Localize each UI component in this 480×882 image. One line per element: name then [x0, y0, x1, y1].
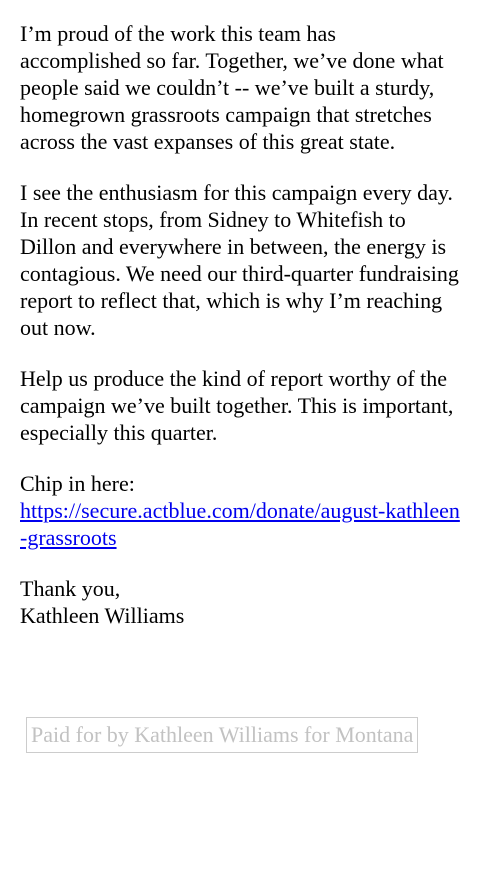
donate-link[interactable]: https://secure.actblue.com/donate/august-kathleen-grassroots — [20, 498, 460, 550]
paragraph-1: I’m proud of the work this team has accomplished so far. Together, we’ve done what people said we couldn’t -- we’ve built a sturdy, homegrown grassroots campaign that stretches across the vast expanses of this great state. — [20, 21, 444, 154]
chip-in-label: Chip in here: — [20, 471, 135, 496]
chip-in-block — [20, 470, 460, 551]
paragraph-3: Help us produce the kind of report worthy of the campaign we’ve built together. This is important, especially this quarter. — [20, 366, 454, 445]
footer — [26, 717, 418, 753]
signoff-block — [20, 575, 460, 629]
signoff: Thank you, — [20, 576, 121, 601]
signature: Kathleen Williams — [20, 603, 185, 628]
paragraph-2: I see the enthusiasm for this campaign every day. In recent stops, from Sidney to Whitefish to Dillon and everywhere in between, the energy is contagious. We need our third-quarter fundraising report to reflect that, which is why I’m reaching out now. — [20, 180, 459, 340]
paid-for-disclaimer: Paid for by Kathleen Williams for Montana — [26, 717, 418, 753]
